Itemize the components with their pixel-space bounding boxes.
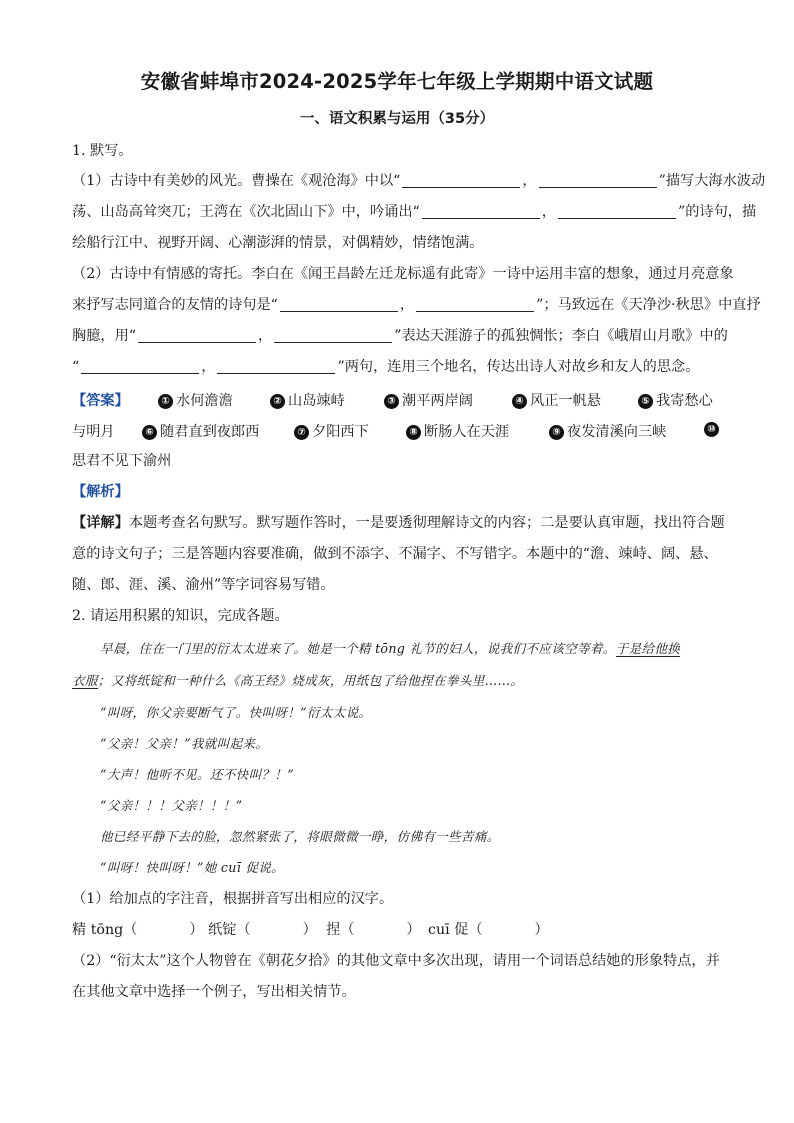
- passage-text: ；又将纸锭和一种什么《高王经》烧成灰，用纸包了给他捏在拳头里……。: [97, 673, 524, 688]
- passage-line-1: [100, 640, 680, 658]
- q2-sub1-items: [72, 921, 723, 941]
- item-label: cuī 促（: [428, 922, 483, 938]
- item-label: 纸锭（: [208, 922, 251, 938]
- page-title: 安徽省蚌埠市2024-2025学年七年级上学期期中语文试题: [140, 70, 654, 93]
- pinyin-item-nie[interactable]: [326, 921, 421, 939]
- paren-close: ）: [534, 922, 549, 938]
- text: ，: [258, 328, 273, 344]
- number-badge: ⑦: [294, 425, 309, 440]
- answer-text: 潮平两岸阔: [402, 393, 473, 409]
- answer-item: [549, 421, 666, 441]
- passage-line-2: [72, 672, 523, 690]
- number-badge: ⑨: [549, 425, 564, 440]
- detail-text: 本题考查名句默写。默写题作答时，一是要透彻理解诗文的内容；二是要认真审题，找出符合题: [128, 515, 725, 531]
- q2-heading: 2. 请运用积累的知识，完成各题。: [72, 608, 289, 624]
- answer-text: 与明月: [72, 424, 115, 440]
- text: ，: [201, 359, 216, 375]
- q1-p2-line1: （2）古诗中有情感的寄托。李白在《闻王昌龄左迁龙标遥有此寄》一诗中运用丰富的想象，通过月亮意象: [72, 266, 734, 282]
- number-badge: ③: [384, 394, 399, 409]
- blank-6[interactable]: [416, 296, 534, 312]
- blank-2[interactable]: [539, 172, 657, 188]
- number-badge: ②: [270, 394, 285, 409]
- q1-p2-line3: [72, 327, 728, 345]
- answer-text: 我寄愁心: [656, 393, 713, 409]
- answer-text: 断肠人在天涯: [424, 424, 510, 440]
- answer-text: 夕阳西下: [312, 424, 369, 440]
- answer-item: [158, 390, 233, 410]
- answer-text: 风正一帆悬: [530, 393, 601, 409]
- paren-close: ）: [406, 922, 421, 938]
- answer-item: [142, 421, 259, 441]
- answer-item: [638, 390, 713, 410]
- passage-text: 早晨，住在一门里的衍太太进来了。她是一个精 tōng 礼节的妇人，说我们不应该空等着。: [100, 641, 616, 656]
- passage-dialog-5: 他已经平静下去的脸，忽然紧张了，将眼微微一睁，仿佛有一些苦痛。: [100, 829, 500, 844]
- passage-dialog-6: “叫呀！快叫呀！”她 cuī 促说。: [100, 860, 285, 875]
- answer-row-1: [72, 390, 723, 410]
- number-badge: ④: [512, 394, 527, 409]
- underlined-text: 衣服: [72, 673, 98, 688]
- passage-dialog-2: “父亲！父亲！”我就叫起来。: [100, 736, 269, 751]
- paren-close: ）: [302, 922, 317, 938]
- pinyin-item-cui[interactable]: [428, 921, 549, 939]
- text: “: [72, 359, 80, 375]
- number-badge: ⑩: [704, 422, 719, 437]
- blank-5[interactable]: [280, 296, 398, 312]
- detail-line-3: 随、郎、涯、溪、渝州”等字词容易写错。: [72, 577, 335, 593]
- q2-sub2-line2: 在其他文章中选择一个例子，写出相关情节。: [72, 984, 356, 1000]
- text: ”表达天涯游子的孤独惆怅；李白《峨眉山月歌》中的: [394, 328, 728, 344]
- blank-4[interactable]: [558, 203, 676, 219]
- text: 胸臆，用“: [72, 328, 137, 344]
- blank-8[interactable]: [274, 327, 392, 343]
- passage-dialog-3: “大声！他听不见。还不快叫？！”: [100, 767, 294, 782]
- pinyin-item-zhiding[interactable]: [208, 921, 317, 939]
- detail-line-2: 意的诗文句子；三是答题内容要准确，做到不添字、不漏字、不写错字。本题中的“澹、竦峙、阔、悬、: [72, 546, 718, 562]
- answer-text: 山岛竦峙: [288, 393, 345, 409]
- number-badge: ⑧: [406, 425, 421, 440]
- text: 荡、山岛高耸突兀；王湾在《次北固山下》中，吟诵出“: [72, 204, 420, 220]
- answer-item: [704, 421, 722, 437]
- answer-text: 随君直到夜郎西: [160, 424, 260, 440]
- text: ，: [399, 297, 415, 313]
- text: 来抒写志同道合的友情的诗句是“: [72, 297, 278, 313]
- item-label: 捏（: [326, 922, 355, 938]
- answer-item: [270, 390, 345, 410]
- q1-p2-line4: [72, 358, 699, 376]
- q2-sub2-line1: （2）“衍太太”这个人物曾在《朝花夕拾》的其他文章中多次出现，请用一个词语总结她的形象特点，并: [72, 953, 720, 969]
- answer-text: 夜发清溪向三峡: [567, 424, 667, 440]
- q1-p1-line1: [72, 172, 765, 190]
- blank-9[interactable]: [81, 358, 199, 374]
- blank-7[interactable]: [138, 327, 256, 343]
- blank-3[interactable]: [422, 203, 540, 219]
- pinyin-item-tong[interactable]: [72, 921, 204, 939]
- q2-sub1: （1）给加点的字注音，根据拼音写出相应的汉字。: [72, 891, 394, 907]
- answer-text: 水何澹澹: [176, 393, 233, 409]
- answer-row-2: [72, 421, 723, 441]
- text: ，: [522, 173, 537, 189]
- text: ”的诗句，描: [677, 204, 757, 220]
- answer-item: [512, 390, 601, 410]
- answer-item: [384, 390, 473, 410]
- q1-p1-line3: 绘船行江中、视野开阔、心潮澎湃的情景，对偶精妙，情绪饱满。: [72, 235, 484, 251]
- q1-p1-line2: [72, 203, 756, 221]
- q1-heading: 1. 默写。: [72, 143, 133, 159]
- analysis-tag: 【解析】: [72, 484, 129, 500]
- detail-tag: 【详解】: [72, 515, 129, 531]
- answer-item: [294, 421, 369, 441]
- text: ”描写大海水波动: [658, 173, 766, 189]
- answer-tag: 【答案】: [72, 393, 129, 409]
- text: （1）古诗中有美妙的风光。曹操在《观沧海》中以“: [72, 173, 401, 189]
- section-heading: 一、语文积累与运用（35分）: [299, 111, 495, 127]
- item-label: 精 tōng（: [72, 922, 138, 938]
- answer-item: [406, 421, 509, 441]
- q1-p2-line2: [72, 296, 761, 314]
- number-badge: ⑥: [142, 425, 157, 440]
- number-badge: ①: [158, 394, 173, 409]
- answer-row-3: 思君不见下渝州: [72, 453, 172, 469]
- blank-10[interactable]: [217, 358, 335, 374]
- blank-1[interactable]: [402, 172, 520, 188]
- passage-dialog-1: “叫呀，你父亲要断气了。快叫呀！”衍太太说。: [100, 705, 372, 720]
- passage-dialog-4: “父亲！！！父亲！！！”: [100, 798, 243, 813]
- underlined-text: 于是给他换: [615, 641, 681, 656]
- text: ”两句，连用三个地名，传达出诗人对故乡和友人的思念。: [337, 359, 700, 375]
- detail-line-1: [72, 514, 725, 532]
- number-badge: ⑤: [638, 394, 653, 409]
- paren-close: ）: [189, 922, 204, 938]
- text: ”；马致远在《天净沙·秋思》中直抒: [536, 297, 761, 313]
- text: ，: [541, 204, 556, 220]
